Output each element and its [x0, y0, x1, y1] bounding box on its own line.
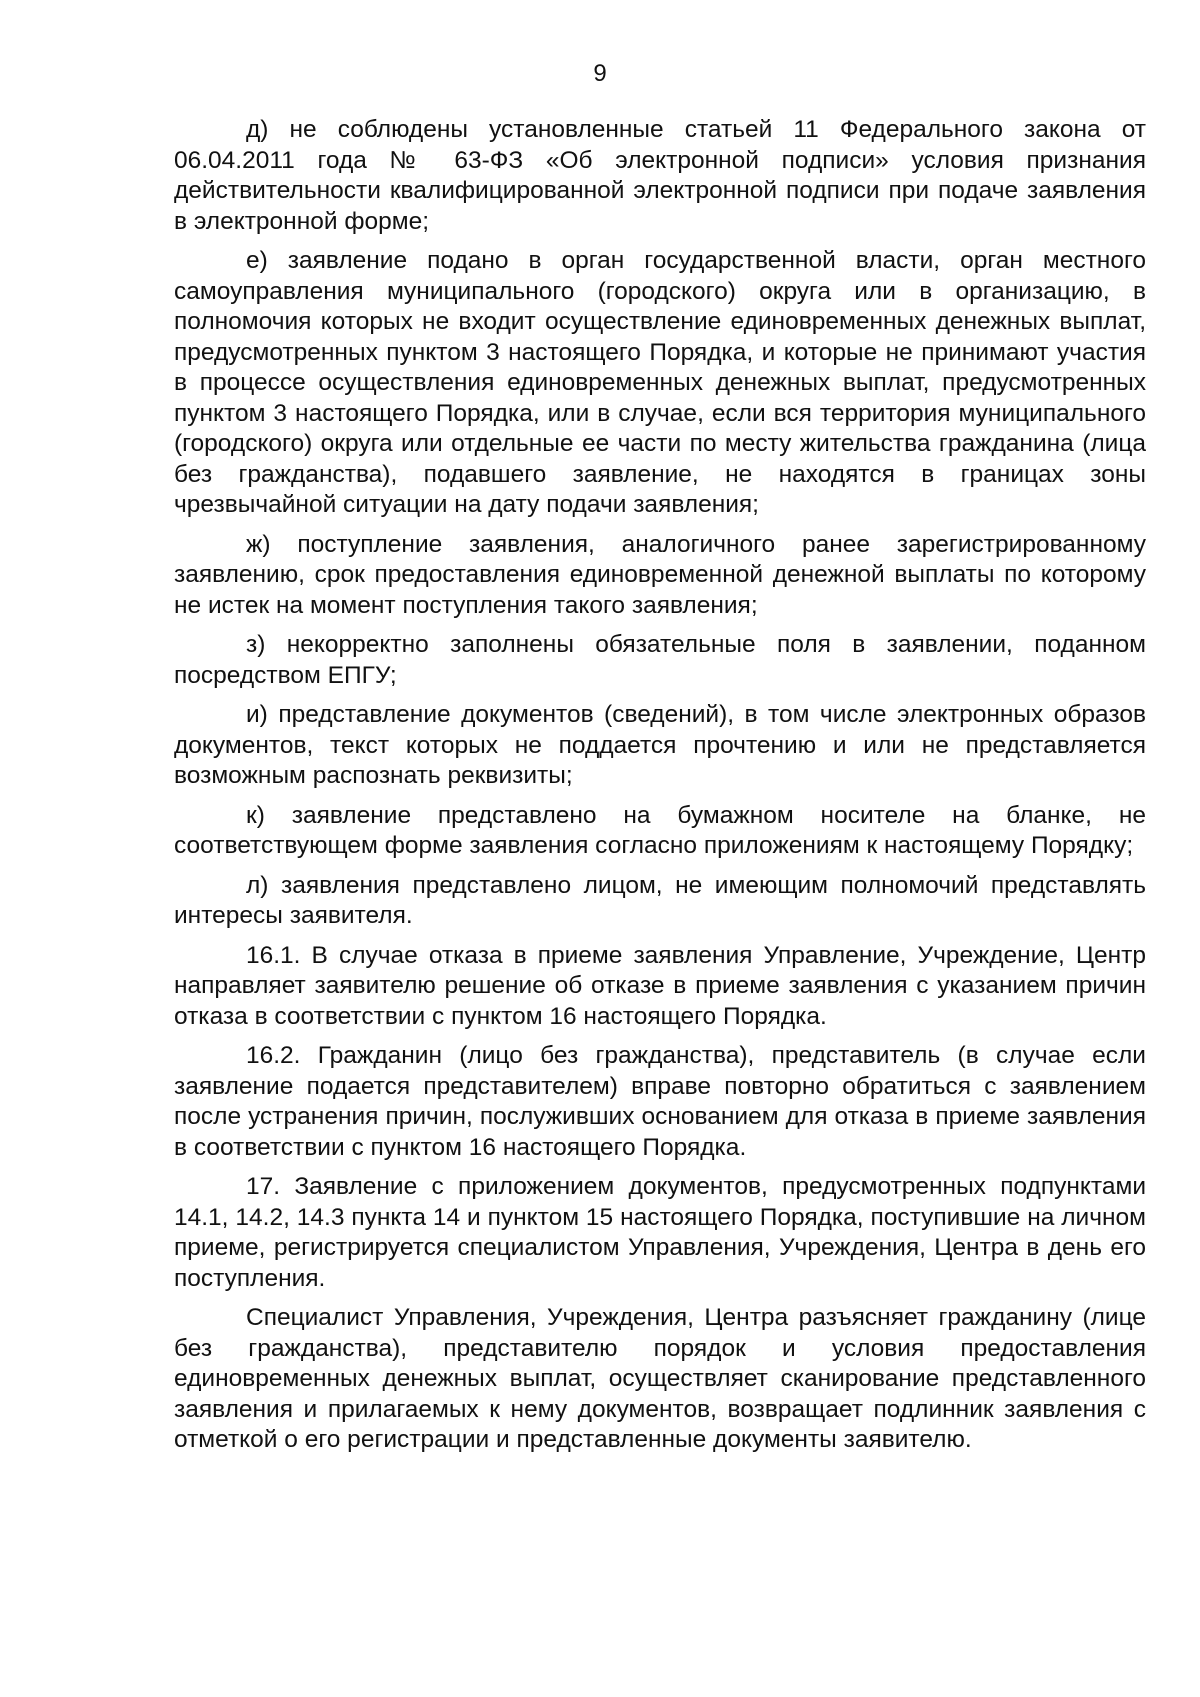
paragraph-16-1: 16.1. В случае отказа в приеме заявления Управление, Учреждение, Центр направляет заявителю решение об отказе в приеме заявления с указанием причин отказа в соответствии с пунктом 16 настоящего Порядка.: [174, 941, 1146, 1030]
document-body: [174, 115, 1146, 1465]
paragraph-item-l: л) заявления представлено лицом, не имеющим полномочий представлять интересы заявителя.: [174, 871, 1146, 929]
paragraph-item-k: к) заявление представлено на бумажном носителе на бланке, не соответствующем форме заявления согласно приложениям к настоящему Порядку;: [174, 801, 1146, 859]
paragraph-17: 17. Заявление с приложением документов, предусмотренных подпунктами 14.1, 14.2, 14.3 пункта 14 и пунктом 15 настоящего Порядка, поступившие на личном приеме, регистрируется специалистом Управления, Учреждения, Центра в день его поступления.: [174, 1173, 1146, 1292]
page-number: 9: [593, 60, 607, 87]
paragraph-16-2: 16.2. Гражданин (лицо без гражданства), представитель (в случае если заявление подается представителем) вправе повторно обратиться с заявлением после устранения причин, послуживших основанием для отказа в приеме заявления в соответствии с пунктом 16 настоящего Порядка.: [174, 1042, 1146, 1161]
paragraph-item-i: и) представление документов (сведений), в том числе электронных образов документов, текст которых не поддается прочтению и или не представляется возможным распознать реквизиты;: [174, 701, 1146, 789]
paragraph-specialist: Специалист Управления, Учреждения, Центра разъясняет гражданину (лице без гражданства), представителю порядок и условия предоставления единовременных денежных выплат, осуществляет сканирование представленного заявления и прилагаемых к нему документов, возвращает подлинник заявления с отметкой о его регистрации и представленные документы заявителю.: [174, 1304, 1146, 1453]
paragraph-item-d: д) не соблюдены установленные статьей 11 Федерального закона от 06.04.2011 года № 63-ФЗ «Об электронной подписи» условия признания действительности квалифицированной электронной подписи при подаче заявления в электронной форме;: [174, 116, 1146, 235]
paragraph-item-zh: ж) поступление заявления, аналогичного ранее зарегистрированному заявлению, срок предоставления единовременной денежной выплаты по которому не истек на момент поступления такого заявления;: [174, 530, 1146, 619]
paragraph-item-e: е) заявление подано в орган государственной власти, орган местного самоуправления муниципального (городского) округа или в организацию, в полномочия которых не входит осуществление единовременных денежных выплат, предусмотренных пунктом 3 настоящего Порядка, и которые не принимают участия в процессе осуществления единовременных денежных выплат, предусмотренных пунктом 3 настоящего Порядка, или в случае, если вся территория муниципального (городского) округа или отдельные ее части по месту жительства гражданина (лица без гражданства), подавшего заявление, не находятся в границах зоны чрезвычайной ситуации на дату подачи заявления;: [174, 247, 1146, 518]
paragraph-item-z: з) некорректно заполнены обязательные поля в заявлении, поданном посредством ЕПГУ;: [174, 631, 1146, 689]
